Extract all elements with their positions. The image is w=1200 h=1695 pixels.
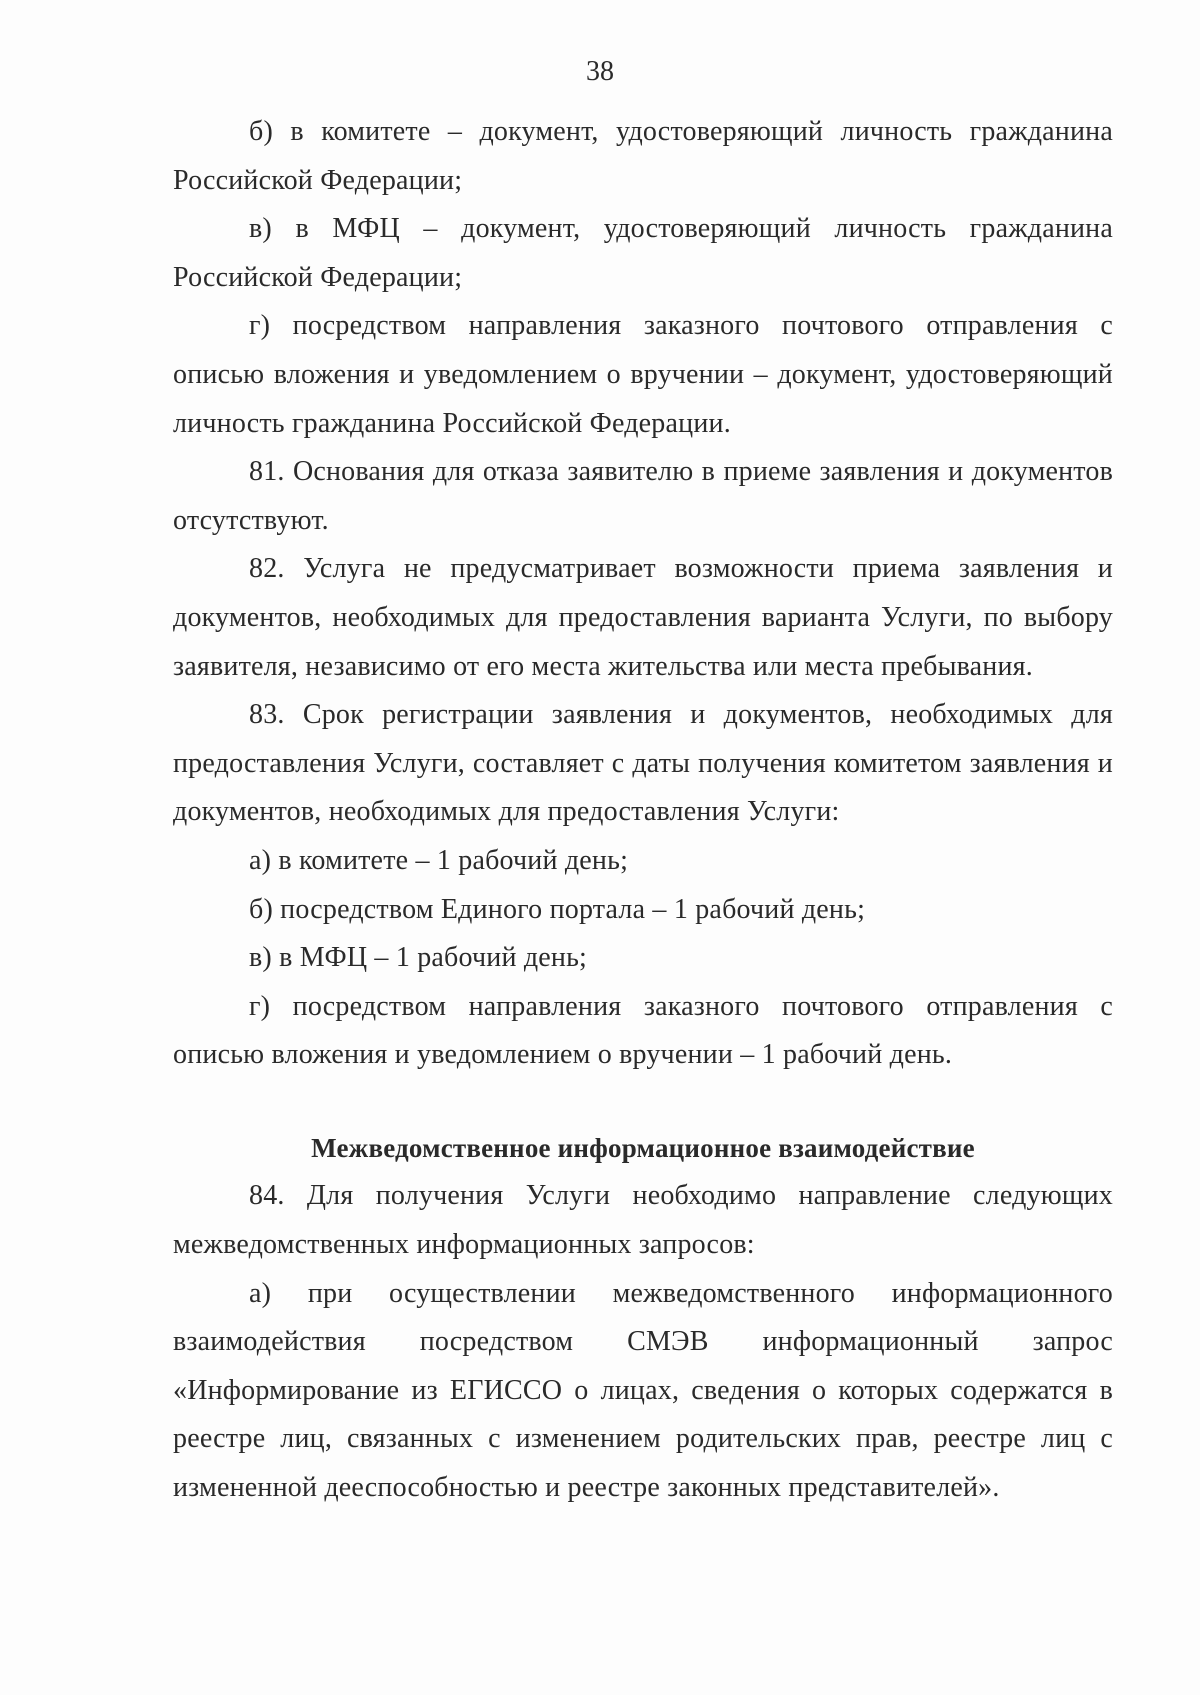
paragraph-83-g: г) посредством направления заказного почтового отправления с описью вложения и уведомлением о вручении – 1 рабочий день. [173, 990, 1113, 1071]
list-item-83-v: в) в МФЦ – 1 рабочий день; [249, 942, 588, 974]
section-heading: Межведомственное информационное взаимодействие [311, 1132, 975, 1163]
paragraph-g: г) посредством направления заказного почтового отправления с описью вложения и уведомлением о вручении – документ, удостоверяющий личность гражданина Российской Федерации. [173, 310, 1113, 439]
paragraph-81: 81. Основания для отказа заявителю в приеме заявления и документов отсутствуют. [173, 456, 1113, 536]
list-item-83-a: а) в комитете – 1 рабочий день; [249, 844, 629, 876]
paragraph-84-a: а) при осуществлении межведомственного информационного взаимодействия посредством СМЭВ информационный запрос «Информирование из ЕГИССО о лицах, сведения о которых содержатся в реестре лиц, связанных с изменением родительских прав, реестре лиц с измененной дееспособностью и реестре законных представителей». [173, 1277, 1113, 1504]
list-item-83-b: б) посредством Единого портала – 1 рабочий день; [249, 893, 866, 925]
paragraph-82: 82. Услуга не предусматривает возможности приема заявления и документов, необходимых для предоставления варианта Услуги, по выбору заявителя, независимо от его места жительства или места пребывания. [173, 553, 1113, 682]
paragraph-b: б) в комитете – документ, удостоверяющий личность гражданина Российской Федерации; [173, 116, 1113, 196]
page-number: 38 [586, 56, 614, 87]
paragraph-84: 84. Для получения Услуги необходимо направление следующих межведомственных информационных запросов: [173, 1180, 1113, 1261]
paragraph-v: в) в МФЦ – документ, удостоверяющий личность гражданина Российской Федерации; [173, 213, 1113, 293]
paragraph-83: 83. Срок регистрации заявления и документов, необходимых для предоставления Услуги, составляет с даты получения комитетом заявления и документов, необходимых для предоставления Услуги: [173, 699, 1113, 828]
document-body [173, 108, 1113, 1513]
